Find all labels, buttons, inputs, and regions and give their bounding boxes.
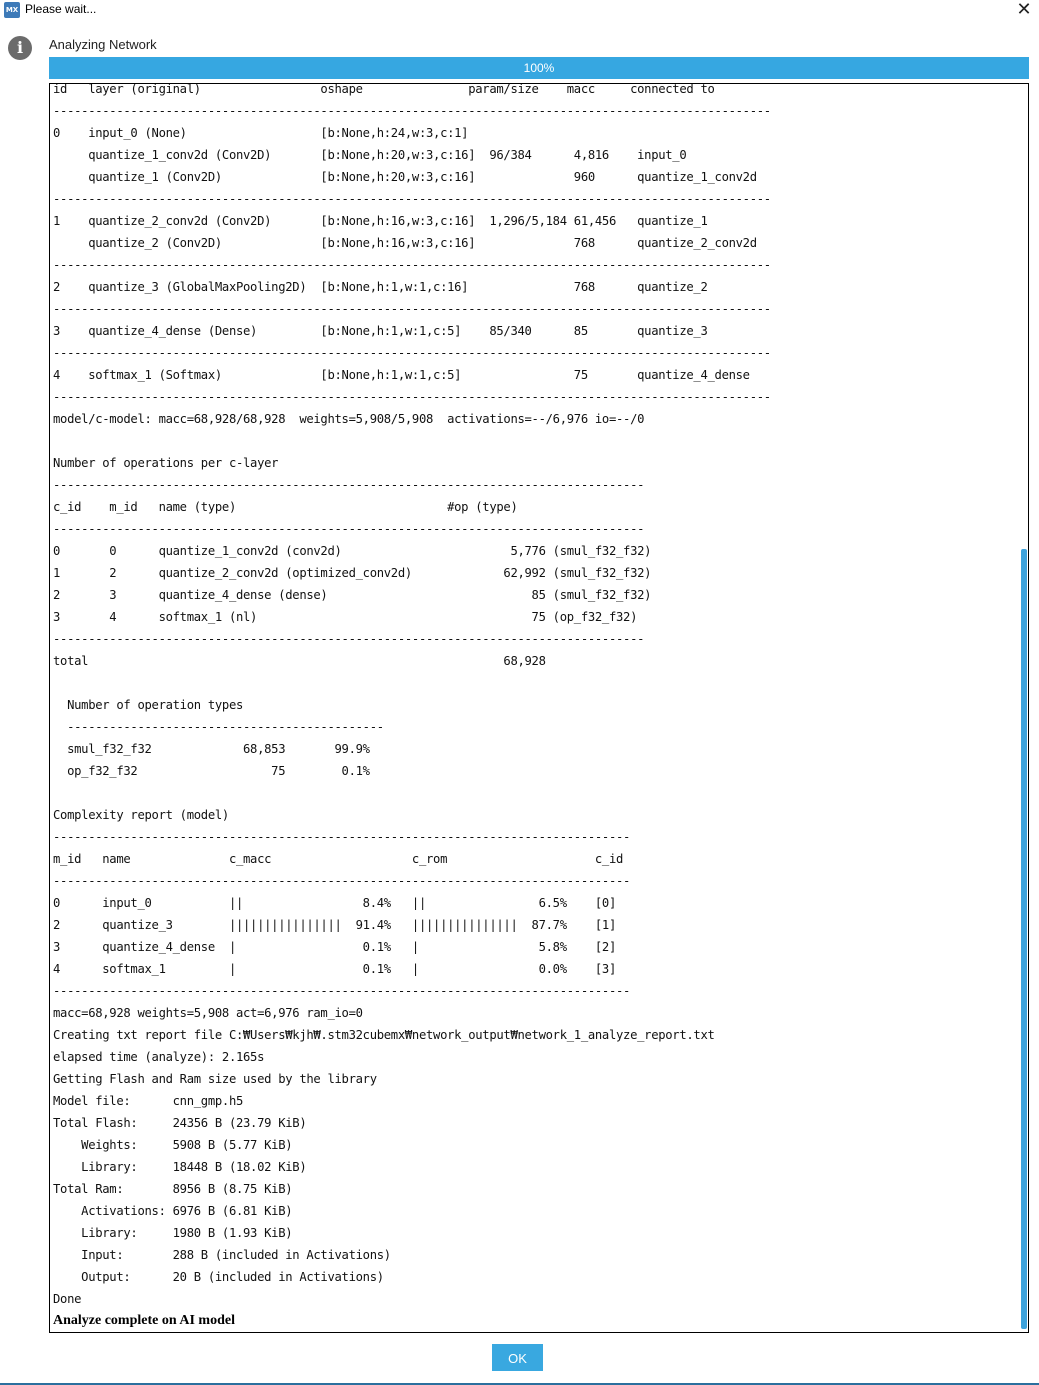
log-text: id layer (original) oshape param/size macc connected to ------------------------------------------------------------------------------------------------------ 0 input_0 (None) [b:None,h:24,w:3,c:1] quantize_1_conv2d (Conv2D) [b:None,h:20,w:3,c:16] 96/384 4,816 input_0 quantize_1 (Conv2D) [b:None,h:20,w:3,c:16] 960 quantize_1_conv2d ------------------------------------------------------------------------------------------------------ 1 quantize_2_conv2d (Conv2D) [b:None,h:16,w:3,c:16] 1,296/5,184 61,456 quantize_1 quantize_2 (Conv2D) [b:None,h:16,w:3,c:16] 768 quantize_2_conv2d ------------------------------------------------------------------------------------------------------ 2 quantize_3 (GlobalMaxPooling2D) [b:None,h:1,w:1,c:16] 768 quantize_2 ------------------------------------------------------------------------------------------------------ 3 quantize_4_dense (Dense) [b:None,h:1,w:1,c:5] 85/340 85 quantize_3 ------------------------------------------------------------------------------------------------------ 4 softmax_1 (Softmax) [b:None,h:1,w:1,c:5] 75 quantize_4_dense ------------------------------------------------------------------------------------------------------ model/c-model: macc=68,928/68,928 weights=5,908/5,908 activations=--/6,976 io=--/0 Number of operations per c-layer ------------------------------------------------------------------------------------ c_id m_id name (type) #op (type) ------------------------------------------------------------------------------------ 0 0 quantize_1_conv2d (conv2d) 5,776 (smul_f32_f32) 1 2 quantize_2_conv2d (optimized_conv2d) 62,992 (smul_f32_f32) 2 3 quantize_4_dense (dense) 85 (smul_f32_f32) 3 4 softmax_1 (nl) 75 (op_f32_f32) ------------------------------------------------------------------------------------ total 68,928 Number of operation types --------------------------------------------- smul_f32_f32 68,853 99.9% op_f32_f32 75 0.1% Complexity report (model) ---------------------------------------------------------------------------------- m_id name c_macc c_rom c_id ---------------------------------------------------------------------------------- 0 input_0 || 8.4% || 6.5% [0] 2 quantize_3 |||||||||||||||| 91.4% ||||||||||||||| 87.7% [1] 3 quantize_4_dense | 0.1% | 5.8% [2] 4 softmax_1 | 0.1% | 0.0% [3] ---------------------------------------------------------------------------------- macc=68,928 weights=5,908 act=6,976 ram_io=0 Creating txt report file C:₩Users₩kjh₩.stm32cubemx₩network_output₩network_1_analyze_report.txt elapsed time (analyze): 2.165s Getting Flash and Ram size used by the library Model file: cnn_gmp.h5 Total Flash: 24356 B (23.79 KiB) Weights: 5908 B (5.77 KiB) Library: 18448 B (18.02 KiB) Total Ram: 8956 B (8.75 KiB) Activations: 6976 B (6.81 KiB) Library: 1980 B (1.93 KiB) Input: 288 B (included in Activations) Output: 20 B (included in Activations) Done: [53, 83, 771, 1306]
progress-label: 100%: [523, 61, 555, 75]
log-output-panel[interactable]: [49, 83, 1029, 1333]
info-icon: i: [8, 36, 32, 60]
close-icon[interactable]: ✕: [1016, 0, 1032, 19]
window-title: Please wait...: [25, 2, 97, 16]
stm32cubemx-app-icon: MX: [4, 2, 20, 18]
vertical-scrollbar[interactable]: [1021, 85, 1027, 1331]
title-bar: [0, 0, 1039, 20]
status-message: Analyzing Network: [49, 37, 157, 52]
scrollbar-thumb[interactable]: [1021, 549, 1027, 1329]
ok-button[interactable]: OK: [492, 1344, 543, 1371]
log-final-message: Analyze complete on AI model: [53, 1313, 235, 1328]
progress-bar: [49, 57, 1029, 79]
